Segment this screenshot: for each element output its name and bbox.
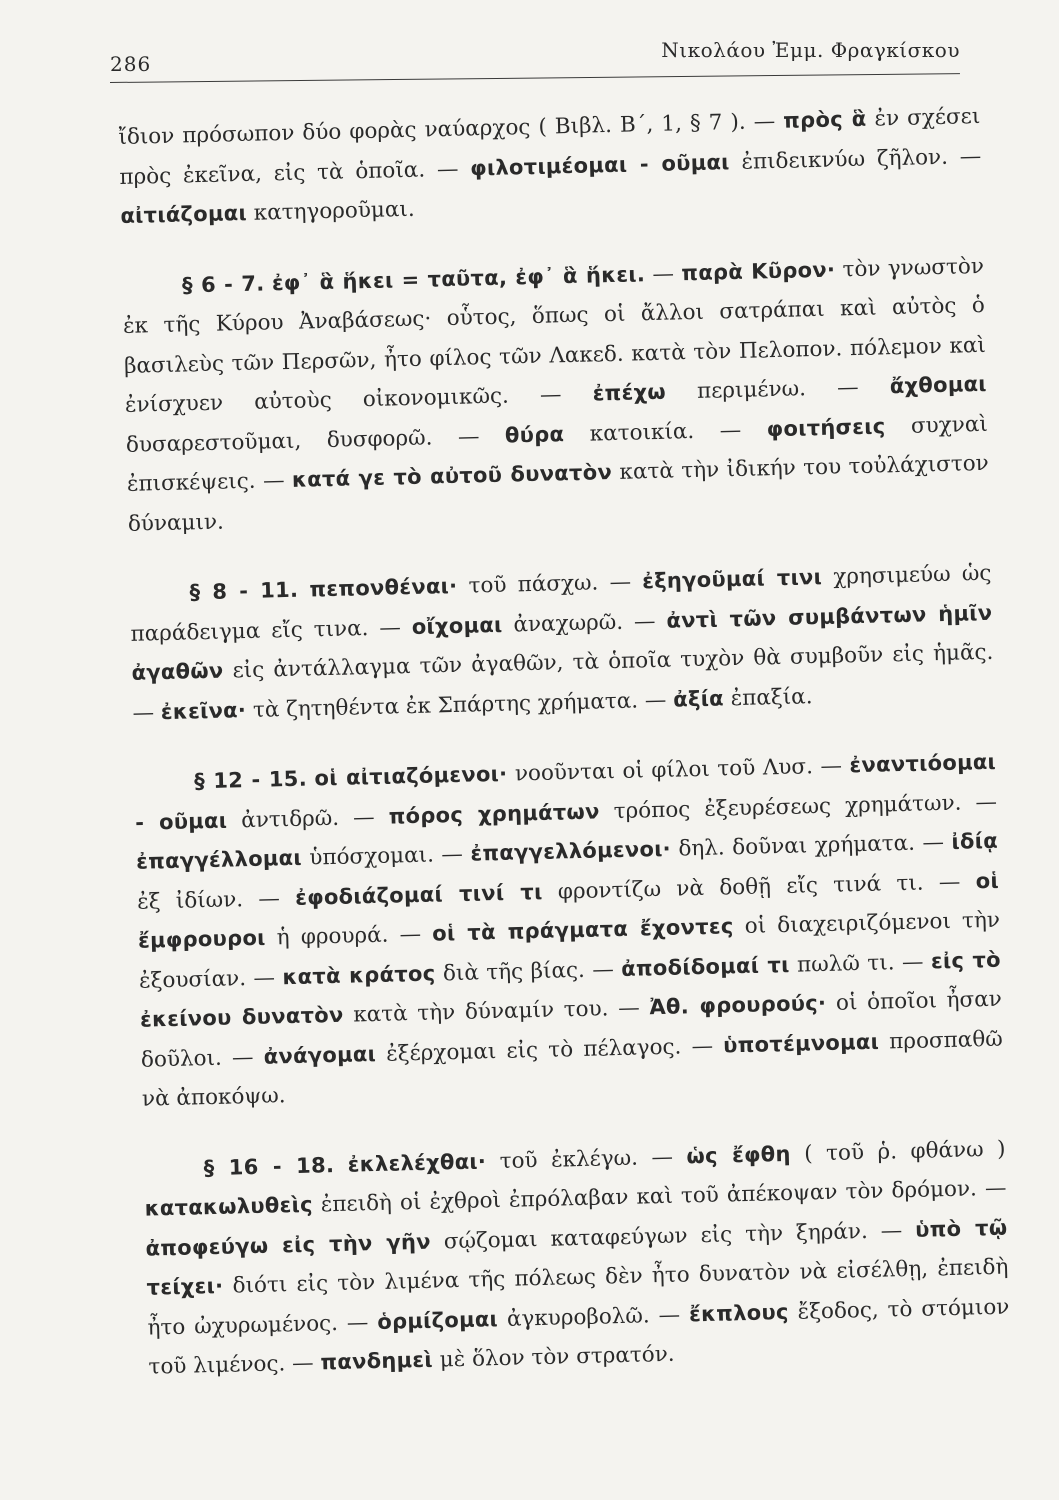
lemma-term: ἐξηγοῦμαί τινι bbox=[641, 564, 823, 594]
lemma-term: παρὰ Κῦρον· bbox=[681, 257, 836, 285]
lemma-term: ἐπέχω bbox=[592, 379, 667, 406]
gloss-text: προσπαθῶ νὰ ἀποκόψω. bbox=[141, 1026, 1004, 1112]
gloss-text: ἀναχωρῶ. — bbox=[502, 608, 667, 638]
gloss-text: ἐξ ἰδίων. — bbox=[136, 885, 296, 915]
lemma-term: ἀποδίδομαί τι bbox=[620, 952, 790, 981]
lemma-term: πεπονθέναι· bbox=[309, 573, 458, 602]
lemma-term: πόρος χρημάτων bbox=[388, 798, 600, 829]
gloss-text: νοοῦνται οἱ φίλοι τοῦ Λυσ. — bbox=[507, 753, 850, 787]
commentary-paragraph bbox=[143, 1129, 1011, 1387]
gloss-text: ( τοῦ ῥ. φθάνω ) bbox=[790, 1136, 1006, 1167]
gloss-text: κατὰ τὴν ἰδικήν του τοὐλάχιστον δύναμιν. bbox=[127, 450, 989, 537]
lemma-term: κατά γε τὸ αὐτοῦ δυνατὸν bbox=[291, 460, 613, 492]
lemma-term: ἄχθομαι bbox=[889, 371, 988, 399]
lemma-term: ἀνάγομαι bbox=[263, 1041, 377, 1069]
lemma-term: οἱ ἔμφρουροι bbox=[137, 868, 1000, 953]
gloss-text: τρόπος ἐξευρέσεως χρημάτων. — bbox=[599, 789, 998, 824]
section-marker: § 12 - 15. bbox=[193, 766, 308, 794]
gloss-text: ἐν σχέσει πρὸς ἐκεῖνα, εἰς τὰ ὁποῖα. — bbox=[119, 103, 981, 190]
gloss-text: ἀντιδρῶ. — bbox=[226, 804, 389, 834]
gloss-text: ὑπόσχομαι. — bbox=[301, 841, 471, 871]
lemma-term: ἀξία bbox=[672, 685, 725, 712]
gloss-text: φροντίζω νὰ δοθῇ εἴς τινά τι. — bbox=[542, 868, 977, 905]
lemma-term: θύρα bbox=[504, 421, 565, 448]
lemma-term: οἴχομαι bbox=[411, 612, 503, 639]
lemma-term: αἰτιάζομαι bbox=[120, 200, 248, 228]
gloss-text: οἱ ὁποῖοι ἦσαν δοῦλοι. — bbox=[140, 986, 1003, 1073]
lemma-term: ἐκλελέχθαι· bbox=[347, 1148, 487, 1177]
lemma-term: κατὰ κράτος bbox=[282, 961, 436, 989]
gloss-text: συχναὶ ἐπισκέψεις. — bbox=[126, 411, 989, 497]
lemma-term: ἀντὶ τῶν συμβάντων ἡμῖν ἀγαθῶν bbox=[131, 600, 993, 685]
gloss-text: ἀγκυροβολῶ. — bbox=[497, 1301, 690, 1332]
commentary-paragraph bbox=[129, 554, 995, 733]
lemma-term: φοιτήσεις bbox=[766, 413, 886, 441]
lemma-term: Ἀθ. φρουρούς· bbox=[649, 990, 827, 1020]
commentary-paragraph bbox=[118, 97, 983, 237]
lemma-term: ὑποτέμνομαι bbox=[722, 1029, 880, 1057]
gloss-text: ἐπαξία. bbox=[723, 683, 813, 711]
lemma-term: ὁρμίζομαι bbox=[377, 1306, 499, 1334]
lemma-term: κατακωλυθεὶς bbox=[144, 1192, 314, 1221]
gloss-text: περιμένω. — bbox=[665, 374, 891, 405]
gloss-text: ἔξοδος, τὸ στόμιον τοῦ λιμένος. — bbox=[148, 1294, 1010, 1380]
commentary-body bbox=[118, 97, 1011, 1387]
lemma-term: εἰς τὸ ἐκείνου δυνατὸν bbox=[139, 947, 1002, 1032]
gloss-text: διὰ τῆς βίας. — bbox=[435, 956, 622, 986]
lemma-term: ἐκεῖνα· bbox=[160, 697, 247, 724]
gloss-text: τοῦ πάσχω. — bbox=[457, 569, 643, 599]
gloss-text: ἐξέρχομαι εἰς τὸ πέλαγος. — bbox=[375, 1032, 724, 1067]
section-marker: § 16 - 18. bbox=[203, 1152, 335, 1180]
section-marker: § 8 - 11. bbox=[189, 577, 299, 605]
gloss-text: ἡ φρουρά. — bbox=[265, 921, 433, 951]
gloss-text: δυσαρεστοῦμαι, δυσφορῶ. — bbox=[125, 423, 506, 458]
lemma-term: ἐπαγγέλλομαι bbox=[135, 845, 303, 874]
gloss-text: κατηγοροῦμαι. bbox=[246, 196, 415, 226]
lemma-term: ἐφ᾽ ἃ ἥκει = ταῦτα, ἐφ᾽ ἃ ἥκει. bbox=[271, 261, 646, 295]
gloss-text: τοῦ ἐκλέγω. — bbox=[485, 1143, 687, 1174]
commentary-paragraph bbox=[134, 743, 1004, 1119]
gloss-text: διότι εἰς τὸν λιμένα τῆς πόλεως δὲν ἦτο δυνατὸν νὰ εἰσέλθῃ, ἐπειδὴ ἦτο ὠχυρωμένος. — bbox=[147, 1254, 1009, 1341]
lemma-term: ἐναντιόομαι - οῦμαι bbox=[134, 749, 997, 835]
gloss-text: σῴζομαι καταφεύγων εἰς τὴν ξηράν. — bbox=[430, 1217, 916, 1255]
lemma-term: ἔκπλους bbox=[688, 1299, 789, 1326]
gloss-text: — bbox=[644, 260, 682, 287]
lemma-term: πρὸς ἃ bbox=[782, 106, 867, 133]
gloss-text: χρησιμεύω ὡς παράδειγμα εἴς τινα. — bbox=[130, 560, 992, 647]
section-marker: § 6 - 7. bbox=[181, 270, 265, 297]
gloss-text: ἐπιδεικνύω ζῆλον. — bbox=[729, 143, 982, 175]
commentary-paragraph bbox=[122, 246, 990, 543]
lemma-term: ὑπὸ τῷ τείχει· bbox=[146, 1215, 1008, 1300]
gloss-text: ἴδιον πρόσωπον δύο φορὰς ναύαρχος ( Βιβλ. Β΄, 1, § 7 ). — bbox=[118, 108, 784, 150]
gloss-text: οἱ διαχειριζόμενοι τὴν ἐξουσίαν. — bbox=[138, 907, 1001, 994]
gloss-text: κατὰ τὴν δύναμίν του. — bbox=[343, 995, 650, 1028]
gloss-text: τὰ ζητηθέντα ἐκ Σπάρτης χρήματα. — bbox=[245, 687, 674, 723]
page-number: 286 bbox=[110, 52, 152, 76]
lemma-term: πανδημεὶ bbox=[320, 1347, 434, 1375]
gloss-text: μὲ ὅλον τὸν στρατόν. bbox=[432, 1341, 675, 1373]
gloss-text: κατοικία. — bbox=[563, 416, 768, 447]
gloss-text: εἰς ἀντάλλαγμα τῶν ἀγαθῶν, τὰ ὁποῖα τυχὸν θὰ συμβοῦν εἰς ἡμᾶς. — bbox=[132, 639, 994, 726]
gloss-text: ἐπειδὴ οἱ ἐχθροὶ ἐπρόλαβαν καὶ τοῦ ἀπέκοψαν τὸν δρόμον. — bbox=[312, 1175, 1007, 1218]
page-header bbox=[110, 38, 960, 78]
lemma-term: οἱ αἰτιαζόμενοι· bbox=[314, 761, 508, 791]
lemma-term: ἀποφεύγω εἰς τὴν γῆν bbox=[145, 1229, 432, 1261]
running-head: Νικολάου Ἐμμ. Φραγκίσκου bbox=[661, 38, 960, 62]
gloss-text: τὸν γνωστὸν ἐκ τῆς Κύρου Ἀναβάσεως· οὗτος, ὅπως οἱ ἄλλοι σατράπαι καὶ αὐτὸς ὁ βασιλεὺς τῶν Περσῶν, ἦτο φίλος τῶν Λακεδ. κατὰ τὸν Πελοπον. πόλεμον καὶ ἐνίσχυεν αὐτοὺς οἰκονομικῶς. — bbox=[122, 253, 987, 418]
gloss-text: πωλῶ τι. — bbox=[789, 948, 932, 978]
lemma-term: ἐφοδιάζομαί τινί τι bbox=[294, 879, 543, 910]
lemma-term: οἱ τὰ πράγματα ἔχοντες bbox=[431, 914, 734, 946]
lemma-term: ἰδίᾳ bbox=[951, 828, 999, 854]
lemma-term: φιλοτιμέομαι - οῦμαι bbox=[469, 149, 730, 180]
lemma-term: ὡς ἔφθη bbox=[686, 1141, 792, 1168]
lemma-term: ἐπαγγελλόμενοι· bbox=[470, 836, 672, 866]
gloss-text: δηλ. δοῦναι χρήματα. — bbox=[670, 829, 952, 862]
